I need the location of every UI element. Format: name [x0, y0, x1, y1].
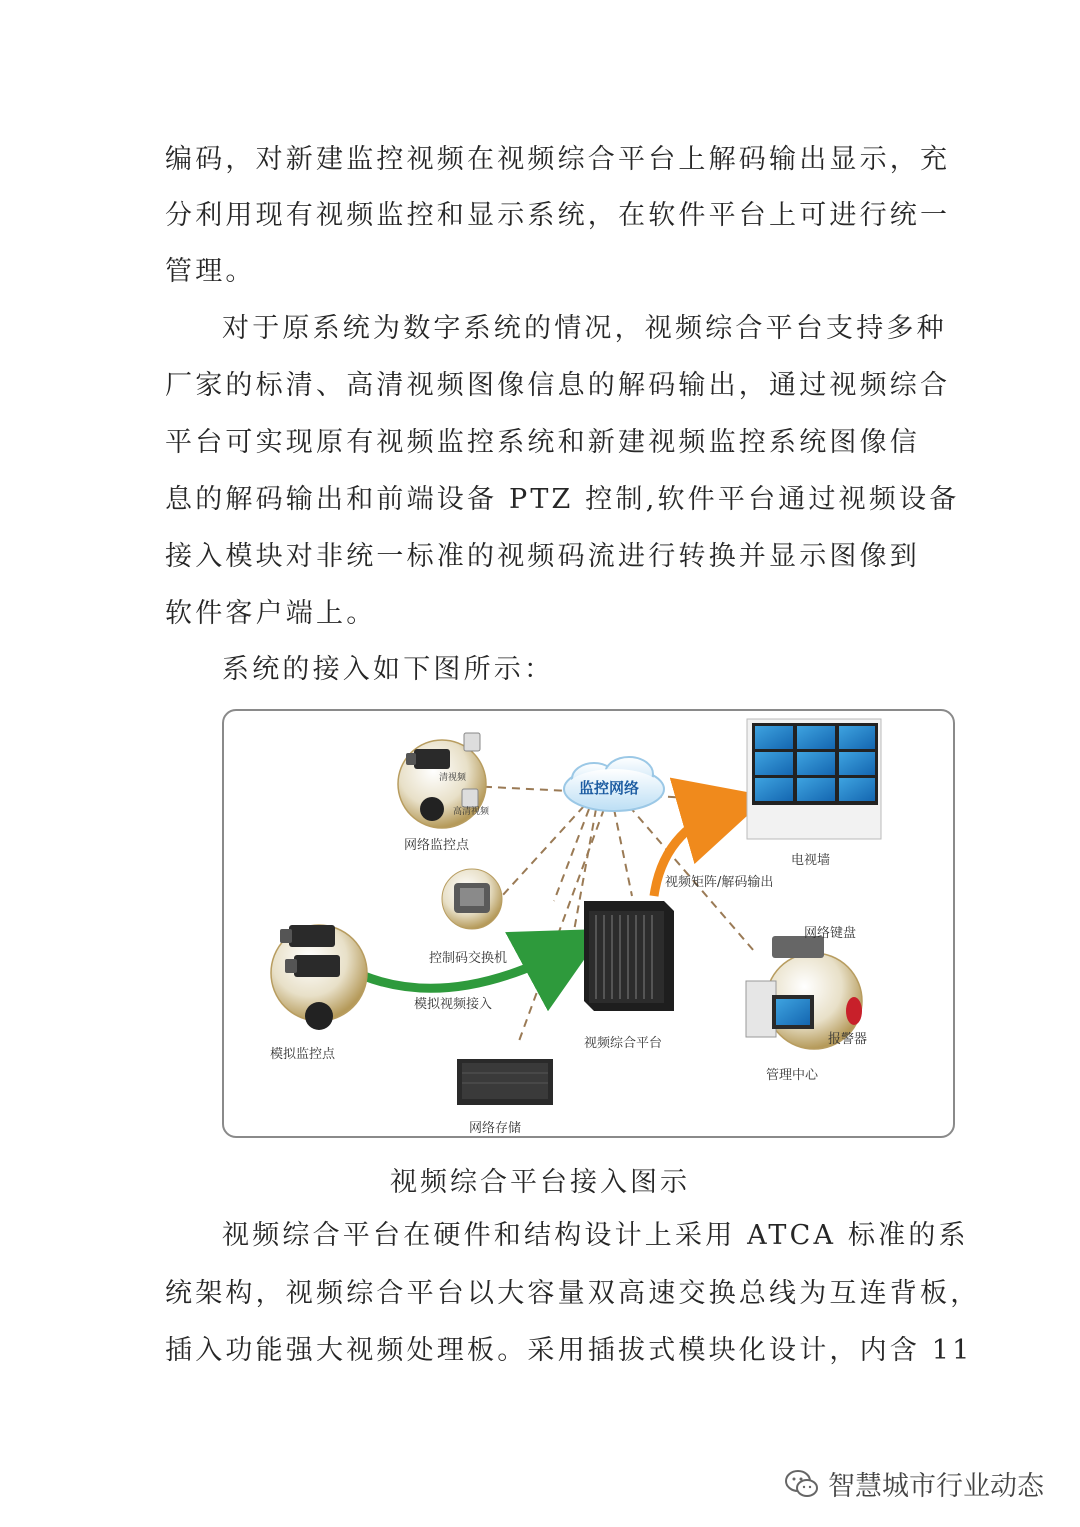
management-label: 管理中心 — [766, 1068, 819, 1083]
figure-caption: 视频综合平台接入图示 — [390, 1167, 690, 1198]
analog-access-label: 模拟视频接入 — [414, 997, 493, 1012]
matrix-output-label: 视频矩阵/解码输出 — [665, 875, 774, 890]
analog-camera-icon — [271, 925, 367, 1030]
paragraph-2-line-3: 平台可实现原有视频监控系统和新建视频监控系统图像信 — [165, 427, 920, 458]
platform-label: 视频综合平台 — [584, 1036, 663, 1051]
paragraph-4-line-2: 统架构，视频综合平台以大容量双高速交换总线为互连背板， — [165, 1278, 981, 1309]
paragraph-2-line-2: 厂家的标清、高清视频图像信息的解码输出，通过视频综合 — [165, 370, 951, 401]
paragraph-4-line-1: 视频综合平台在硬件和结构设计上采用 ATCA 标准的系 — [222, 1220, 969, 1251]
network-monitor-label: 网络监控点 — [404, 838, 470, 853]
cloud-label: 监控网络 — [579, 779, 640, 797]
tv-wall-icon — [747, 719, 881, 839]
paragraph-2-line-5: 接入模块对非统一标准的视频码流进行转换并显示图像到 — [165, 541, 920, 572]
paragraph-2-line-6: 软件客户端上。 — [165, 598, 377, 629]
paragraph-2-line-4: 息的解码输出和前端设备 PTZ 控制,软件平台通过视频设备 — [165, 484, 960, 515]
access-diagram — [222, 709, 955, 1138]
wechat-icon — [784, 1469, 820, 1499]
paragraph-3-line-1: 系统的接入如下图所示： — [222, 654, 555, 685]
tv-wall-label: 电视墙 — [791, 853, 831, 868]
platform-chassis-icon — [584, 901, 674, 1011]
sd-video-label: 清视频 — [439, 773, 467, 783]
analog-monitor-label: 模拟监控点 — [270, 1047, 336, 1062]
paragraph-4-line-3: 插入功能强大视频处理板。采用插拔式模块化设计，内含 11 — [165, 1335, 973, 1366]
storage-label: 网络存储 — [469, 1121, 522, 1136]
hd-video-label: 高清视频 — [453, 807, 490, 817]
storage-icon — [457, 1059, 553, 1105]
paragraph-1-line-3: 管理。 — [165, 256, 256, 287]
switch-icon — [442, 869, 502, 929]
paragraph-2-line-1: 对于原系统为数字系统的情况，视频综合平台支持多种 — [222, 313, 947, 344]
code-switch-label: 控制码交换机 — [429, 951, 508, 966]
paragraph-1-line-2: 分利用现有视频监控和显示系统，在软件平台上可进行统一 — [165, 200, 951, 231]
watermark-text: 智慧城市行业动态 — [828, 1471, 1044, 1502]
network-keyboard-label: 网络键盘 — [804, 926, 857, 941]
alarm-label: 报警器 — [828, 1032, 868, 1047]
paragraph-1-line-1: 编码，对新建监控视频在视频综合平台上解码输出显示，充 — [165, 144, 951, 175]
watermark — [784, 1464, 1044, 1503]
